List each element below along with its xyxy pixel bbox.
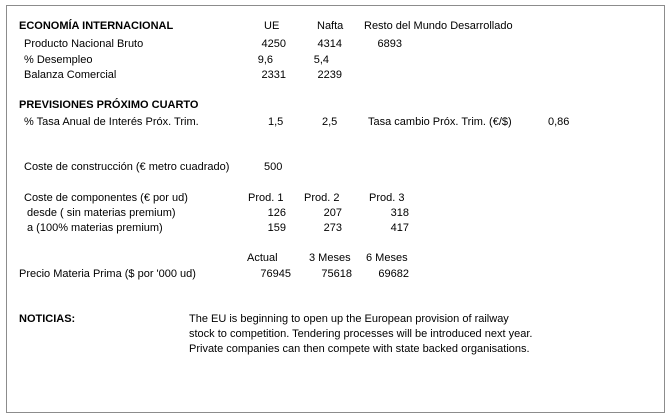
componentes-desde-prod3: 318 [390,207,409,219]
materia-header-6meses: 6 Meses [366,252,408,264]
componentes-a-prod2: 273 [323,222,342,234]
construccion-value: 500 [264,161,283,173]
header-ue: UE [264,20,280,32]
componentes-header-prod3: Prod. 3 [369,192,405,204]
noticias-line-3: Private companies can then compete with state backed organisations. [189,343,530,355]
componentes-a-label: a (100% materias premium) [27,222,163,234]
componentes-desde-label: desde ( sin materias premium) [27,207,176,219]
previsiones-title: PREVISIONES PRÓXIMO CUARTO [19,99,199,111]
componentes-a-prod1: 159 [267,222,286,234]
componentes-header-prod1: Prod. 1 [248,192,284,204]
materia-prima-actual: 76945 [260,268,291,280]
row-pnb-nafta: 4314 [317,38,342,50]
row-desempleo-nafta: 5,4 [313,54,329,66]
materia-header-3meses: 3 Meses [309,252,351,264]
noticias-label: NOTICIAS: [19,313,76,325]
noticias-line-2: stock to competition. Tendering processes will be introduced next year. [189,328,533,340]
tasa-interes-label: % Tasa Anual de Interés Próx. Trim. [24,116,199,128]
tasa-interes-ue: 1,5 [268,116,284,128]
row-pnb-resto: 6893 [377,38,402,50]
materia-prima-6meses: 69682 [378,268,409,280]
tasa-cambio-value: 0,86 [548,116,570,128]
header-resto: Resto del Mundo Desarrollado [364,20,513,32]
componentes-a-prod3: 417 [390,222,409,234]
header-nafta: Nafta [317,20,344,32]
tasa-interes-nafta: 2,5 [322,116,338,128]
componentes-label: Coste de componentes (€ por ud) [24,192,188,204]
row-desempleo-ue: 9,6 [257,54,273,66]
materia-prima-3meses: 75618 [321,268,352,280]
economia-title: ECONOMÍA INTERNACIONAL [19,20,174,32]
materia-header-actual: Actual [247,252,278,264]
componentes-header-prod2: Prod. 2 [304,192,340,204]
materia-prima-label: Precio Materia Prima ($ por '000 ud) [19,268,196,280]
tasa-cambio-label: Tasa cambio Próx. Trim. (€/$) [368,116,512,128]
row-pnb-ue: 4250 [261,38,286,50]
noticias-line-1: The EU is beginning to open up the European provision of railway [189,313,509,325]
componentes-desde-prod1: 126 [267,207,286,219]
row-balanza-nafta: 2239 [317,69,342,81]
construccion-label: Coste de construcción (€ metro cuadrado) [24,161,230,173]
row-balanza-ue: 2331 [261,69,286,81]
row-desempleo-label: % Desempleo [24,54,93,66]
row-pnb-label: Producto Nacional Bruto [24,38,144,50]
row-balanza-label: Balanza Comercial [24,69,117,81]
componentes-desde-prod2: 207 [323,207,342,219]
